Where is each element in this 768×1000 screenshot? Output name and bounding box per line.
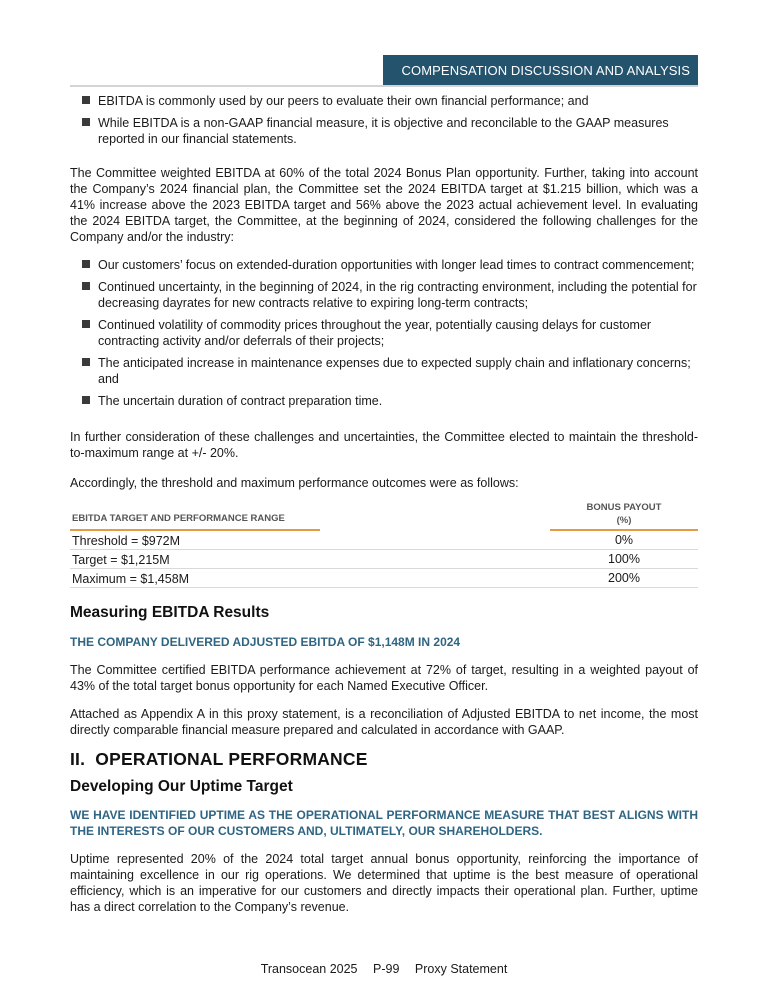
range-cell: Maximum = $1,458M: [70, 569, 320, 588]
column-header-payout: BONUS PAYOUT (%): [550, 501, 698, 530]
payout-cell: 100%: [550, 550, 698, 569]
table-row: [70, 550, 698, 569]
paragraph-outcomes: Accordingly, the threshold and maximum performance outcomes were as follows:: [70, 476, 519, 490]
paragraph-uptime: Uptime represented 20% of the 2024 total target annual bonus opportunity, reinforcing the importance of maintaining excellence in our rig operations. We determined that uptime is the best measure of operational efficiency, which is an imperative for our customers and directly impacts their operational plan. Further, uptime has a direct correlation to the Company’s revenue.: [70, 852, 698, 914]
measuring-heading: Measuring EBITDA Results: [70, 604, 270, 621]
square-bullet-icon: [82, 396, 90, 404]
paragraph-certified: The Committee certified EBITDA performance achievement at 72% of target, resulting in a weighted payout of 43% of the total target bonus opportunity for each Named Executive Officer.: [70, 663, 698, 693]
ebitda-range-table: [70, 501, 698, 588]
range-cell: Target = $1,215M: [70, 550, 320, 569]
list-item: Our customers’ focus on extended-duration opportunities with longer lead times to contract commencement;: [98, 257, 698, 273]
section-header-band: [383, 55, 698, 85]
square-bullet-icon: [82, 260, 90, 268]
column-header-range: EBITDA TARGET AND PERFORMANCE RANGE: [70, 501, 320, 530]
uptime-callout: WE HAVE IDENTIFIED UPTIME AS THE OPERATIONAL PERFORMANCE MEASURE THAT BEST ALIGNS WITH THE INTERESTS OF OUR CUSTOMERS AND, ULTIMATELY, OUR SHAREHOLDERS.: [70, 808, 698, 838]
square-bullet-icon: [82, 96, 90, 104]
range-cell: Threshold = $972M: [70, 530, 320, 550]
list-item: EBITDA is commonly used by our peers to evaluate their own financial performance; and: [98, 93, 698, 109]
intro-bullet-list: [70, 93, 698, 147]
list-item: Continued uncertainty, in the beginning of 2024, in the rig contracting environment, including the potential for decreasing dayrates for new contracts relative to expiring long-term contracts;: [98, 279, 698, 311]
page-number: P-99: [373, 962, 400, 976]
list-item: Continued volatility of commodity prices throughout the year, potentially causing delays for customer contracting activity and/or deferrals of their projects;: [98, 317, 698, 349]
square-bullet-icon: [82, 118, 90, 126]
paragraph-appendix: Attached as Appendix A in this proxy statement, is a reconciliation of Adjusted EBITDA to net income, the most directly comparable financial measure prepared and calculated in accordance with GAAP.: [70, 707, 698, 737]
section-heading-operational: II. OPERATIONAL PERFORMANCE: [70, 749, 368, 769]
page-content: [70, 93, 698, 915]
footer-company: Transocean 2025: [260, 962, 358, 976]
paragraph-range: In further consideration of these challenges and uncertainties, the Committee elected to maintain the threshold-to-maximum range at +/- 20%.: [70, 430, 698, 460]
measuring-callout: THE COMPANY DELIVERED ADJUSTED EBITDA OF $1,148M IN 2024: [70, 635, 461, 649]
paragraph-weighting: The Committee weighted EBITDA at 60% of the total 2024 Bonus Plan opportunity. Further, taking into account the Company’s 2024 financial plan, the Committee set the 2024 EBITDA target at $1.215 billion, which was a 41% increase above the 2023 EBITDA target and 56% above the 2023 actual achievement level. In evaluating the 2024 EBITDA target, the Committee, at the beginning of 2024, considered the following challenges for the Company and/or the industry:: [70, 166, 698, 244]
list-item: The anticipated increase in maintenance expenses due to expected supply chain and inflationary concerns; and: [98, 355, 698, 387]
list-item: The uncertain duration of contract preparation time.: [98, 393, 698, 409]
uptime-heading: Developing Our Uptime Target: [70, 778, 293, 795]
payout-cell: 200%: [550, 569, 698, 588]
footer-document: Proxy Statement: [414, 962, 508, 976]
square-bullet-icon: [82, 358, 90, 366]
payout-cell: 0%: [550, 530, 698, 550]
table-row: [70, 569, 698, 588]
square-bullet-icon: [82, 282, 90, 290]
table-header-row: [70, 501, 698, 530]
challenges-bullet-list: [70, 257, 698, 409]
table-row: [70, 530, 698, 550]
page-footer: [0, 962, 768, 976]
square-bullet-icon: [82, 320, 90, 328]
list-item: While EBITDA is a non-GAAP financial measure, it is objective and reconcilable to the GAAP measures reported in our financial statements.: [98, 115, 698, 147]
section-title: COMPENSATION DISCUSSION AND ANALYSIS: [401, 62, 690, 78]
header-divider: [70, 85, 698, 87]
